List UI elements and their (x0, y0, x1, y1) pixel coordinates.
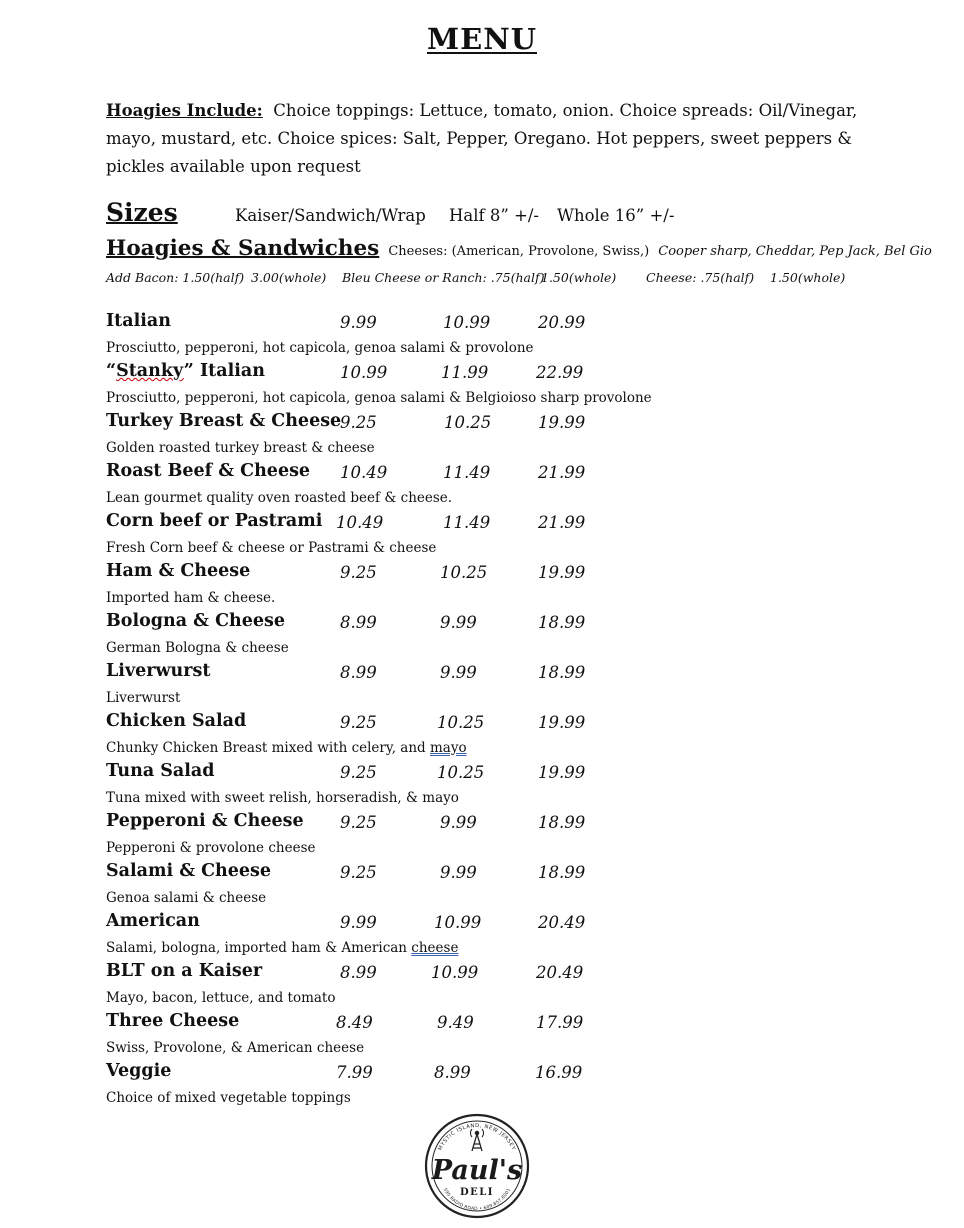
item-price-kaiser: 9.25 (340, 563, 377, 582)
item-name: Ham & Cheese (106, 561, 251, 581)
item-price-whole: 20.49 (536, 963, 584, 982)
sizes-row (106, 198, 866, 230)
item-description-mayo: mayo (429, 740, 467, 756)
hoagies-include-note (106, 97, 866, 181)
menu-item (106, 311, 866, 361)
item-price-kaiser: 10.49 (336, 513, 384, 532)
logo-ring-bottom-text: 595 RADIO ROAD • 609.857.6001 (441, 1187, 513, 1213)
item-price-whole: 17.99 (536, 1013, 584, 1032)
addon-dressing-half: Bleu Cheese or Ranch: .75(half) (342, 270, 545, 285)
addon-dressing-whole: 1.50(whole) (541, 270, 617, 285)
item-name-stanky: Stanky (116, 361, 184, 381)
menu-title: MENU (426, 22, 537, 56)
item-price-whole: 22.99 (536, 363, 584, 382)
item-description (106, 740, 467, 756)
menu-item (106, 511, 866, 561)
menu-item (106, 411, 866, 461)
addon-cheese-half: Cheese: .75(half) (646, 270, 755, 285)
item-description: Swiss, Provolone, & American cheese (106, 1040, 365, 1056)
item-name: Pepperoni & Cheese (106, 811, 304, 831)
menu-items (106, 311, 866, 1111)
size-col-whole: Whole 16” +/- (557, 206, 675, 225)
item-price-whole: 18.99 (538, 813, 586, 832)
item-price-whole: 19.99 (538, 763, 586, 782)
item-price-kaiser: 8.99 (340, 663, 377, 682)
item-price-kaiser: 9.25 (340, 763, 377, 782)
item-price-half: 10.25 (440, 563, 488, 582)
item-price-kaiser: 9.25 (340, 713, 377, 732)
item-price-whole: 20.49 (538, 913, 586, 932)
item-name (106, 361, 265, 381)
menu-item (106, 761, 866, 811)
hoagies-sandwiches-header (106, 236, 932, 261)
item-name: Salami & Cheese (106, 861, 272, 881)
item-price-whole: 18.99 (538, 863, 586, 882)
item-price-half: 10.25 (437, 763, 485, 782)
item-description: German Bologna & cheese (106, 640, 289, 656)
item-price-whole: 16.99 (535, 1063, 583, 1082)
item-name: Chicken Salad (106, 711, 247, 731)
item-price-kaiser: 8.99 (340, 963, 377, 982)
item-price-half: 10.25 (437, 713, 485, 732)
addon-cheese-whole: 1.50(whole) (770, 270, 846, 285)
item-name: American (106, 911, 200, 931)
addon-bacon-whole: 3.00(whole) (251, 270, 327, 285)
item-price-whole: 19.99 (538, 713, 586, 732)
menu-item (106, 611, 866, 661)
item-price-kaiser: 9.99 (340, 313, 377, 332)
addon-bacon-half: Add Bacon: 1.50(half) (106, 270, 245, 285)
item-price-half: 8.99 (434, 1063, 471, 1082)
item-description: Liverwurst (106, 690, 181, 706)
item-price-whole: 19.99 (538, 563, 586, 582)
menu-item (106, 711, 866, 761)
item-price-half: 10.99 (443, 313, 491, 332)
item-description: Prosciutto, pepperoni, hot capicola, genoa salami & Belgioioso sharp provolone (106, 390, 652, 406)
item-name: Corn beef or Pastrami (106, 511, 323, 531)
item-price-whole: 21.99 (538, 513, 586, 532)
item-description-cheese: cheese (411, 940, 459, 956)
size-col-half: Half 8” +/- (449, 206, 539, 225)
item-price-half: 11.99 (441, 363, 489, 382)
item-description: Lean gourmet quality oven roasted beef & cheese. (106, 490, 453, 506)
item-name: Turkey Breast & Cheese (106, 411, 342, 431)
hoagies-include-text: Choice toppings: Lettuce, tomato, onion. Choice spreads: Oil/Vinegar, mayo, mustard, etc. Choice spices: Salt, Pepper, Oregano. Hot peppers, sweet peppers & pickles available upon request (106, 101, 858, 176)
item-name: Italian (106, 311, 171, 331)
item-description-text: Chunky Chicken Breast mixed with celery, and (106, 740, 430, 756)
menu-title-wrap (0, 22, 964, 56)
menu-item (106, 861, 866, 911)
item-name: Tuna Salad (106, 761, 215, 781)
hoagies-include-label: Hoagies Include: (106, 101, 263, 120)
item-price-half: 9.99 (440, 663, 477, 682)
item-description: Tuna mixed with sweet relish, horseradish, & mayo (106, 790, 459, 806)
menu-item (106, 361, 866, 411)
logo-ring-top-text: MYSTIC ISLAND, NEW JERSEY (437, 1122, 517, 1152)
item-price-half: 10.99 (434, 913, 482, 932)
sizes-heading: Sizes (106, 198, 178, 227)
item-description (106, 940, 458, 956)
item-description: Mayo, bacon, lettuce, and tomato (106, 990, 336, 1006)
item-name: BLT on a Kaiser (106, 961, 263, 981)
item-price-half: 9.99 (440, 813, 477, 832)
size-col-kaiser: Kaiser/Sandwich/Wrap (235, 206, 426, 225)
item-price-half: 9.99 (440, 863, 477, 882)
item-description: Genoa salami & cheese (106, 890, 267, 906)
item-description-text: Salami, bologna, imported ham & American (106, 940, 412, 956)
item-price-kaiser: 10.49 (340, 463, 388, 482)
item-price-half: 10.99 (431, 963, 479, 982)
item-price-kaiser: 9.25 (340, 863, 377, 882)
menu-item (106, 961, 866, 1011)
item-price-half: 10.25 (444, 413, 492, 432)
item-description: Prosciutto, pepperoni, hot capicola, genoa salami & provolone (106, 340, 534, 356)
item-price-kaiser: 9.25 (340, 413, 377, 432)
cheese-options: Cheeses: (American, Provolone, Swiss,) (388, 244, 650, 259)
item-price-kaiser: 8.49 (336, 1013, 373, 1032)
item-name-open-quote: “ (106, 361, 117, 381)
menu-item (106, 811, 866, 861)
item-price-half: 9.99 (440, 613, 477, 632)
item-name: Liverwurst (106, 661, 211, 681)
menu-item (106, 911, 866, 961)
item-name: Veggie (106, 1061, 172, 1081)
item-price-kaiser: 10.99 (340, 363, 388, 382)
item-name: Three Cheese (106, 1011, 240, 1031)
item-price-half: 11.49 (443, 513, 491, 532)
menu-item (106, 1061, 866, 1111)
item-description: Fresh Corn beef & cheese or Pastrami & cheese (106, 540, 437, 556)
item-price-half: 9.49 (437, 1013, 474, 1032)
item-price-whole: 18.99 (538, 663, 586, 682)
logo-deli-text: DELI (459, 1187, 495, 1198)
hoagies-sandwiches-heading: Hoagies & Sandwiches (106, 236, 380, 261)
item-description: Pepperoni & provolone cheese (106, 840, 316, 856)
item-name: Roast Beef & Cheese (106, 461, 311, 481)
pauls-deli-logo (424, 1113, 530, 1219)
item-price-kaiser: 8.99 (340, 613, 377, 632)
cheese-options-extra: Cooper sharp, Cheddar, Pep Jack, Bel Gio (658, 244, 932, 259)
item-name: Bologna & Cheese (106, 611, 285, 631)
logo-script-text: Paul's (431, 1155, 523, 1186)
menu-item (106, 661, 866, 711)
item-description: Imported ham & cheese. (106, 590, 276, 606)
menu-item (106, 461, 866, 511)
item-price-kaiser: 9.99 (340, 913, 377, 932)
item-price-half: 11.49 (443, 463, 491, 482)
item-price-whole: 18.99 (538, 613, 586, 632)
menu-item (106, 561, 866, 611)
item-price-whole: 20.99 (538, 313, 586, 332)
item-price-kaiser: 7.99 (336, 1063, 373, 1082)
item-price-whole: 19.99 (538, 413, 586, 432)
addons-row (106, 270, 866, 288)
item-price-whole: 21.99 (538, 463, 586, 482)
item-description: Choice of mixed vegetable toppings (106, 1090, 351, 1106)
menu-item (106, 1011, 866, 1061)
item-name-rest: ” Italian (183, 361, 265, 381)
item-description: Golden roasted turkey breast & cheese (106, 440, 375, 456)
item-price-kaiser: 9.25 (340, 813, 377, 832)
